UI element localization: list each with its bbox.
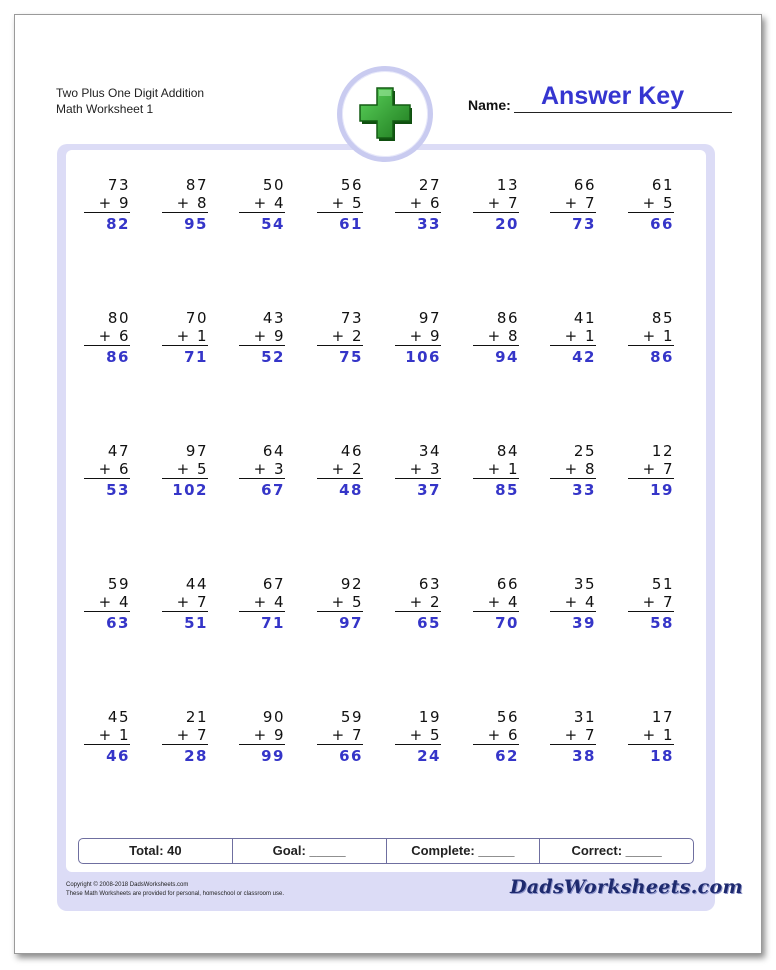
addend-top: 85 — [651, 309, 674, 327]
addition-problem — [323, 176, 363, 235]
answer: 75 — [339, 348, 363, 366]
answer: 61 — [339, 215, 363, 233]
addend-top: 46 — [340, 442, 363, 460]
sum-line — [162, 212, 208, 213]
sum-line — [317, 744, 363, 745]
sum-line — [162, 345, 208, 346]
answer: 38 — [572, 747, 596, 765]
addend-top: 87 — [185, 176, 208, 194]
addition-problem — [634, 708, 674, 767]
answer: 97 — [339, 614, 363, 632]
addend-top: 84 — [496, 442, 519, 460]
addend-top: 44 — [185, 575, 208, 593]
answer: 65 — [417, 614, 441, 632]
addition-problem — [634, 309, 674, 368]
answer: 66 — [650, 215, 674, 233]
sum-line — [628, 345, 674, 346]
sum-line — [395, 345, 441, 346]
answer: 71 — [261, 614, 285, 632]
addend-bottom: + 1 — [642, 726, 674, 744]
addend-bottom: + 6 — [98, 460, 130, 478]
addend-top: 43 — [262, 309, 285, 327]
addition-problem — [245, 442, 285, 501]
answer: 39 — [572, 614, 596, 632]
addend-bottom: + 2 — [331, 327, 363, 345]
answer: 95 — [184, 215, 208, 233]
addition-problem — [479, 309, 519, 368]
answer: 24 — [417, 747, 441, 765]
complete-cell[interactable]: Complete: _____ — [387, 839, 541, 863]
addition-problem — [556, 575, 596, 634]
addition-problem — [90, 708, 130, 767]
copyright-line-1: Copyright © 2008-2018 DadsWorksheets.com — [66, 882, 189, 888]
addition-problem — [323, 442, 363, 501]
copyright-line-2: These Math Worksheets are provided for personal, homeschool or classroom use. — [66, 891, 284, 897]
answer: 66 — [339, 747, 363, 765]
addend-top: 80 — [107, 309, 130, 327]
addition-problem — [479, 708, 519, 767]
answer: 54 — [261, 215, 285, 233]
addition-problem — [323, 575, 363, 634]
sum-line — [395, 212, 441, 213]
sum-line — [473, 345, 519, 346]
addend-top: 66 — [496, 575, 519, 593]
addition-problem — [401, 176, 441, 235]
addend-bottom: + 4 — [253, 194, 285, 212]
addend-bottom: + 9 — [253, 726, 285, 744]
sum-line — [628, 611, 674, 612]
sum-line — [473, 478, 519, 479]
sum-line — [239, 744, 285, 745]
addition-problem — [401, 442, 441, 501]
addend-top: 66 — [573, 176, 596, 194]
addition-problem — [245, 176, 285, 235]
sum-line — [550, 345, 596, 346]
answer: 70 — [495, 614, 519, 632]
answer: 94 — [495, 348, 519, 366]
addend-top: 41 — [573, 309, 596, 327]
addend-bottom: + 5 — [331, 194, 363, 212]
answer: 71 — [184, 348, 208, 366]
addition-problem — [479, 442, 519, 501]
sum-line — [317, 611, 363, 612]
answer: 82 — [106, 215, 130, 233]
brand-logo: DadsWorksheets.com — [510, 876, 743, 898]
addend-top: 59 — [340, 708, 363, 726]
addend-bottom: + 4 — [98, 593, 130, 611]
addition-problem — [323, 309, 363, 368]
sum-line — [239, 212, 285, 213]
answer: 37 — [417, 481, 441, 499]
addend-top: 63 — [418, 575, 441, 593]
addend-bottom: + 3 — [409, 460, 441, 478]
addition-problem — [245, 309, 285, 368]
answer: 62 — [495, 747, 519, 765]
sum-line — [239, 611, 285, 612]
addend-bottom: + 5 — [331, 593, 363, 611]
addend-bottom: + 1 — [98, 726, 130, 744]
addition-problem — [401, 575, 441, 634]
answer: 63 — [106, 614, 130, 632]
sum-line — [84, 212, 130, 213]
answer: 73 — [572, 215, 596, 233]
addend-bottom: + 8 — [176, 194, 208, 212]
addend-bottom: + 4 — [564, 593, 596, 611]
name-line[interactable] — [514, 112, 732, 113]
addend-top: 92 — [340, 575, 363, 593]
sum-line — [239, 478, 285, 479]
addition-problem — [401, 309, 441, 368]
addend-top: 70 — [185, 309, 208, 327]
addition-problem — [634, 575, 674, 634]
sum-line — [395, 611, 441, 612]
addend-top: 25 — [573, 442, 596, 460]
addition-problem — [479, 575, 519, 634]
addition-problem — [168, 176, 208, 235]
sum-line — [317, 478, 363, 479]
addend-bottom: + 7 — [331, 726, 363, 744]
addend-top: 34 — [418, 442, 441, 460]
goal-cell[interactable]: Goal: _____ — [233, 839, 387, 863]
sum-line — [162, 611, 208, 612]
addend-top: 67 — [262, 575, 285, 593]
addend-bottom: + 7 — [642, 593, 674, 611]
total-cell: Total: 40 — [79, 839, 233, 863]
answer: 67 — [261, 481, 285, 499]
addend-bottom: + 9 — [409, 327, 441, 345]
sum-line — [239, 345, 285, 346]
addend-top: 59 — [107, 575, 130, 593]
title-line-1: Two Plus One Digit Addition — [56, 86, 205, 100]
addend-bottom: + 4 — [253, 593, 285, 611]
addend-top: 73 — [107, 176, 130, 194]
addend-bottom: + 7 — [176, 593, 208, 611]
answer: 52 — [261, 348, 285, 366]
addition-problem — [556, 708, 596, 767]
sum-line — [628, 478, 674, 479]
addend-top: 47 — [107, 442, 130, 460]
answer: 42 — [572, 348, 596, 366]
worksheet-title — [56, 85, 204, 117]
correct-cell[interactable]: Correct: _____ — [571, 843, 662, 858]
answer: 106 — [405, 348, 441, 366]
addend-bottom: + 9 — [98, 194, 130, 212]
answer: 99 — [261, 747, 285, 765]
addend-top: 56 — [496, 708, 519, 726]
sum-line — [550, 744, 596, 745]
addend-top: 97 — [418, 309, 441, 327]
sum-line — [317, 212, 363, 213]
addition-problem — [479, 176, 519, 235]
addend-top: 61 — [651, 176, 674, 194]
addend-top: 17 — [651, 708, 674, 726]
sum-line — [550, 212, 596, 213]
addend-top: 35 — [573, 575, 596, 593]
sum-line — [473, 212, 519, 213]
title-line-2: Math Worksheet 1 — [56, 102, 154, 116]
addend-bottom: + 3 — [253, 460, 285, 478]
name-label: Name: — [468, 97, 511, 113]
addend-top: 86 — [496, 309, 519, 327]
addend-top: 97 — [185, 442, 208, 460]
addend-bottom: + 7 — [642, 460, 674, 478]
name-value: Answer Key — [541, 82, 685, 110]
addend-bottom: + 1 — [642, 327, 674, 345]
addition-problem — [634, 442, 674, 501]
addend-top: 13 — [496, 176, 519, 194]
addend-bottom: + 6 — [409, 194, 441, 212]
answer: 33 — [417, 215, 441, 233]
sum-line — [628, 212, 674, 213]
addend-bottom: + 2 — [409, 593, 441, 611]
addition-logo — [337, 66, 433, 162]
addition-problem — [90, 309, 130, 368]
sum-line — [84, 744, 130, 745]
addend-top: 56 — [340, 176, 363, 194]
addend-bottom: + 7 — [487, 194, 519, 212]
sum-line — [473, 611, 519, 612]
addend-bottom: + 4 — [487, 593, 519, 611]
addend-bottom: + 5 — [176, 460, 208, 478]
answer: 18 — [650, 747, 674, 765]
sum-line — [84, 611, 130, 612]
addend-top: 21 — [185, 708, 208, 726]
sum-line — [162, 478, 208, 479]
addend-top: 51 — [651, 575, 674, 593]
addend-bottom: + 5 — [642, 194, 674, 212]
addition-problem — [556, 442, 596, 501]
addend-top: 27 — [418, 176, 441, 194]
plus-icon — [350, 79, 420, 149]
copyright — [66, 881, 284, 899]
addition-problem — [401, 708, 441, 767]
answer: 102 — [172, 481, 208, 499]
addend-bottom: + 1 — [176, 327, 208, 345]
sum-line — [550, 478, 596, 479]
addition-problem — [634, 176, 674, 235]
addition-problem — [556, 176, 596, 235]
answer: 28 — [184, 747, 208, 765]
addend-bottom: + 7 — [564, 194, 596, 212]
addition-problem — [168, 575, 208, 634]
sum-line — [550, 611, 596, 612]
answer: 46 — [106, 747, 130, 765]
addend-bottom: + 1 — [487, 460, 519, 478]
addend-top: 50 — [262, 176, 285, 194]
addition-problem — [245, 575, 285, 634]
sum-line — [395, 744, 441, 745]
answer: 19 — [650, 481, 674, 499]
sum-line — [628, 744, 674, 745]
addition-problem — [168, 708, 208, 767]
addition-problem — [323, 708, 363, 767]
answer: 33 — [572, 481, 596, 499]
answer: 85 — [495, 481, 519, 499]
addition-problem — [90, 176, 130, 235]
addend-bottom: + 1 — [564, 327, 596, 345]
problem-area — [66, 150, 706, 872]
answer: 48 — [339, 481, 363, 499]
addend-top: 31 — [573, 708, 596, 726]
addend-top: 19 — [418, 708, 441, 726]
answer: 53 — [106, 481, 130, 499]
sum-line — [395, 478, 441, 479]
addend-top: 64 — [262, 442, 285, 460]
addend-top: 12 — [651, 442, 674, 460]
addend-top: 90 — [262, 708, 285, 726]
answer: 20 — [495, 215, 519, 233]
score-table — [78, 838, 694, 864]
addend-bottom: + 6 — [487, 726, 519, 744]
addend-top: 73 — [340, 309, 363, 327]
addend-bottom: + 7 — [564, 726, 596, 744]
addend-bottom: + 8 — [487, 327, 519, 345]
addend-bottom: + 8 — [564, 460, 596, 478]
answer: 86 — [106, 348, 130, 366]
sum-line — [84, 478, 130, 479]
sum-line — [84, 345, 130, 346]
answer: 51 — [184, 614, 208, 632]
addend-top: 45 — [107, 708, 130, 726]
addition-problem — [90, 442, 130, 501]
addition-problem — [168, 309, 208, 368]
sum-line — [162, 744, 208, 745]
sum-line — [473, 744, 519, 745]
addend-bottom: + 9 — [253, 327, 285, 345]
addition-problem — [245, 708, 285, 767]
addition-problem — [90, 575, 130, 634]
addend-bottom: + 5 — [409, 726, 441, 744]
sum-line — [317, 345, 363, 346]
addend-bottom: + 6 — [98, 327, 130, 345]
addition-problem — [168, 442, 208, 501]
addend-bottom: + 2 — [331, 460, 363, 478]
answer: 86 — [650, 348, 674, 366]
addend-bottom: + 7 — [176, 726, 208, 744]
answer: 58 — [650, 614, 674, 632]
addition-problem — [556, 309, 596, 368]
